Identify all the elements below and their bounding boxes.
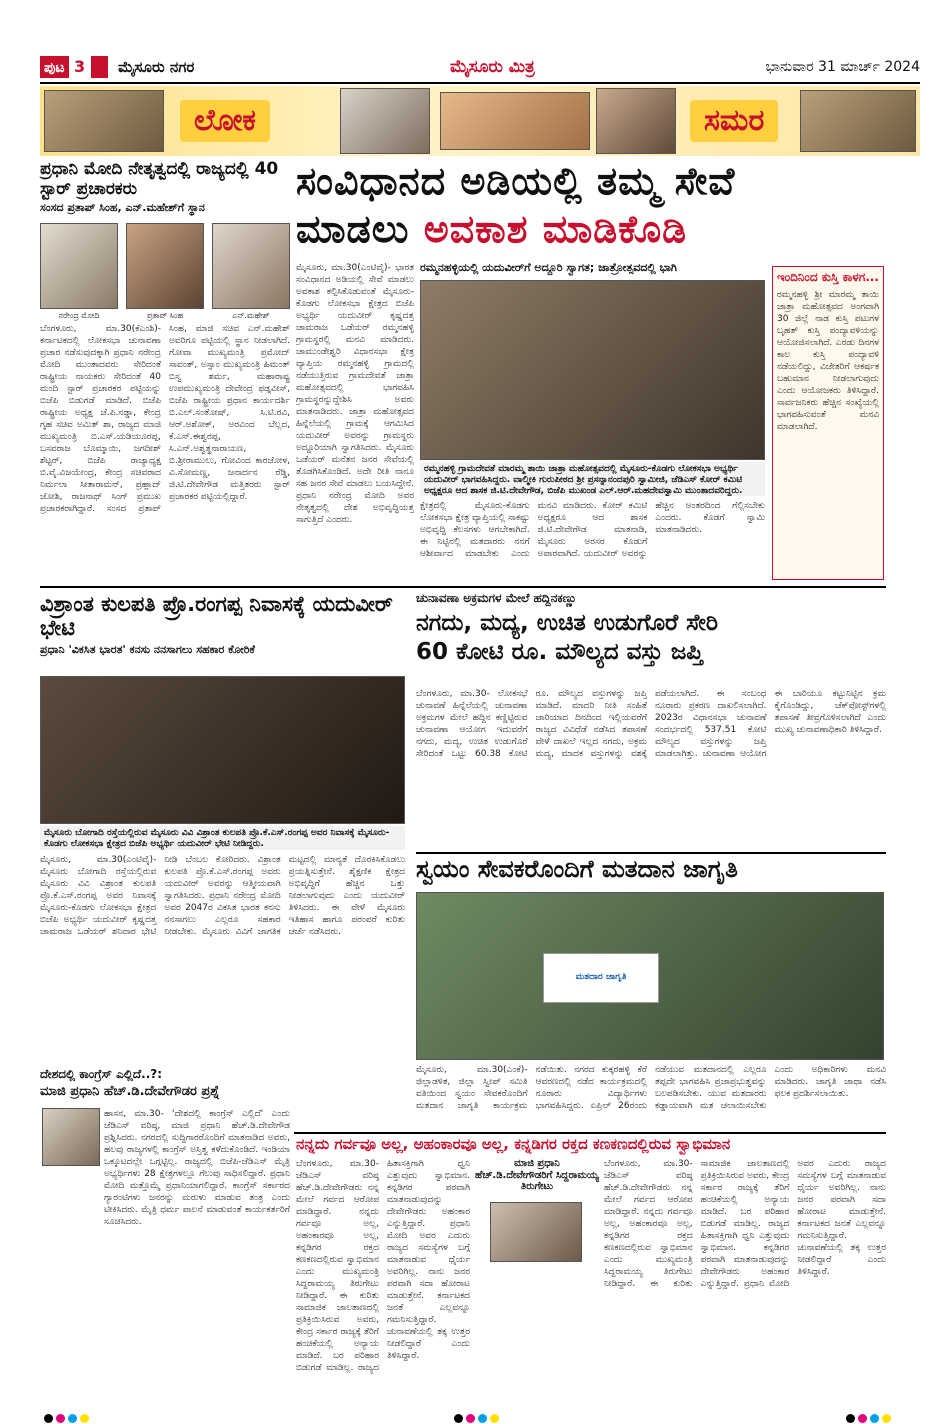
story3-headline-line2: 60 ಕೋಟಿ ರೂ. ಮೌಲ್ಯದ ವಸ್ತು ಜಪ್ತಿ <box>416 639 703 666</box>
story1-body: ಬೆಂಗಳೂರು, ಮಾ.30(ಕೆಎಂಶಿ)- ಕರ್ನಾಟಕದಲ್ಲಿ ಲೋಕಸಭಾ ಚುನಾವಣಾ ಪ್ರಚಾರ ನಡೆಸುವುದಕ್ಕಾಗಿ ಪ್ರಧಾನಿ ನರೇಂದ್ರ ಮೋದಿ ಮುಂತಾದವರು ಸೇರಿದಂತೆ ರಾಷ್ಟ್ರೀಯ ನಾಯಕರು ಸೇರಿದಂತೆ 40 ಮಂದಿ ಸ್ಟಾರ್ ಪ್ರಚಾರಕರ ಪಟ್ಟಿಯನ್ನು ಬಿಜೆಪಿ ಬಿಡುಗಡೆ ಮಾಡಿದೆ. ಬಿಜೆಪಿ ರಾಷ್ಟ್ರೀಯ ಅಧ್ಯಕ್ಷ ಜೆ.ಪಿ.ನಡ್ಡಾ, ಕೇಂದ್ರ ಗೃಹ ಸಚಿವ ಅಮಿತ್ ಶಾ, ರಾಜ್ಯದ ಮಾಜಿ ಮುಖ್ಯಮಂತ್ರಿ ಬಿ.ಎಸ್.ಯಡಿಯೂರಪ್ಪ, ಬಸವರಾಜ ಬೊಮ್ಮಾಯಿ, ಜಗದೀಶ್ ಶೆಟ್ಟರ್, ಬಿಜೆಪಿ ರಾಜ್ಯಾಧ್ಯಕ್ಷ ಬಿ.ವೈ.ವಿಜಯೇಂದ್ರ, ಕೇಂದ್ರ ಸಚಿವರಾದ ನಿರ್ಮಲಾ ಸೀತಾರಾಮನ್, ಪ್ರಹ್ಲಾದ್ ಜೋಶಿ, ರಾಜನಾಥ್ ಸಿಂಗ್ ಪ್ರಮುಖ ಪ್ರಚಾರಕರಾಗಿದ್ದಾರೆ. ಸಂಸದ ಪ್ರತಾಪ್ ಸಿಂಹ, ಮಾಜಿ ಸಚಿವ ಎನ್.ಮಹೇಶ್ ಅವರಿಗೂ ಪಟ್ಟಿಯಲ್ಲಿ ಸ್ಥಾನ ನೀಡಲಾಗಿದೆ. ಗೋವಾ ಮುಖ್ಯಮಂತ್ರಿ ಪ್ರಮೋದ್ ಸಾವಂತ್, ಅಸ್ಸಾಂ ಮುಖ್ಯಮಂತ್ರಿ ಹಿಮಂತ್ ಬಿಸ್ವ ಶರ್ಮ, ಮಹಾರಾಷ್ಟ್ರ ಉಪಮುಖ್ಯಮಂತ್ರಿ ದೇವೇಂದ್ರ ಫಡ್ನವೀಸ್, ಬಿಜೆಪಿ ರಾಷ್ಟ್ರೀಯ ಪ್ರಧಾನ ಕಾರ್ಯದರ್ಶಿ ಬಿ.ಎಲ್.ಸಂತೋಷ್, ಸಿ.ಟಿ.ರವಿ, ಆರ್.ಅಶೋಕ್, ಅರವಿಂದ ಬೆಲ್ಲದ, ಕೆ.ಎಸ್.ಈಶ್ವರಪ್ಪ, ಸಿ.ಎನ್.ಅಶ್ವತ್ಥನಾರಾಯಣ, ಬಿ.ಶ್ರೀರಾಮುಲು, ಗೋವಿಂದ ಕಾರಜೋಳ, ವಿ.ಸೋಮಣ್ಣ, ಜನಾರ್ದನ ರೆಡ್ಡಿ, ಜಿ.ಟಿ.ದೇವೇಗೌಡ ಮತ್ತಿತರರು ಸ್ಟಾರ್ ಪ್ರಚಾರಕರ ಪಟ್ಟಿಯಲ್ಲಿದ್ದಾರೆ. <box>40 323 290 514</box>
story3-body: ಬೆಂಗಳೂರು, ಮಾ.30- ಲೋಕಸಭೆ ಚುನಾವಣೆ ಹಿನ್ನೆಲೆಯಲ್ಲಿ ಚುನಾವಣಾ ಅಕ್ರಮಗಳ ಮೇಲೆ ಹದ್ದಿನ ಕಣ್ಣಿಟ್ಟಿರುವ ಚುನಾವಣಾ ಆಯೋಗ ಇದುವರೆಗೆ ನಗದು, ಮದ್ಯ, ಉಚಿತ ಉಡುಗೊರೆ ಸೇರಿದಂತೆ ಒಟ್ಟು 60.38 ಕೋಟಿ ರೂ. ಮೌಲ್ಯದ ವಸ್ತುಗಳನ್ನು ಜಪ್ತಿ ಮಾಡಿದೆ. ಮಾದರಿ ನೀತಿ ಸಂಹಿತೆ ಜಾರಿಯಾದ ದಿನದಿಂದ ಇಲ್ಲಿಯವರೆಗೆ ರಾಜ್ಯದ ವಿವಿಧೆಡೆ ನಡೆಸಿದ ತಪಾಸಣೆ ವೇಳೆ ದಾಖಲೆ ಇಲ್ಲದ ನಗದು, ಅಕ್ರಮ ಮದ್ಯ, ಮಾದಕ ವಸ್ತುಗಳನ್ನು ವಶಕ್ಕೆ ಪಡೆಯಲಾಗಿದೆ. ಈ ಸಂಬಂಧ ನೂರಾರು ಪ್ರಕರಣ ದಾಖಲಿಸಲಾಗಿದೆ. 2023ರ ವಿಧಾನಸಭಾ ಚುನಾವಣೆ ಸಂದರ್ಭದಲ್ಲಿ 537.51 ಕೋಟಿ ಮೌಲ್ಯದ ವಸ್ತುಗಳನ್ನು ಜಪ್ತಿ ಮಾಡಲಾಗಿತ್ತು. ಚುನಾವಣಾ ಆಯೋಗ ಈ ಬಾರಿಯೂ ಕಟ್ಟುನಿಟ್ಟಿನ ಕ್ರಮ ಕೈಗೊಂಡಿದ್ದು, ಚೆಕ್‌ಪೋಸ್ಟ್‌ಗಳಲ್ಲಿ ತಪಾಸಣೆ ತೀವ್ರಗೊಳಿಸಲಾಗಿದೆ ಎಂದು ಮುಖ್ಯ ಚುನಾವಣಾಧಿಕಾರಿ ತಿಳಿಸಿದ್ದಾರೆ. <box>416 689 886 759</box>
banner-photo-leader-left <box>340 88 430 154</box>
story6-headline: ನನ್ನದು ಗರ್ವವೂ ಅಲ್ಲ, ಅಹಂಕಾರವೂ ಅಲ್ಲ, ಕನ್ನಡಿಗರ ರಕ್ತದ ಕಣಕಣದಲ್ಲಿರುವ ಸ್ವಾಭಿಮಾನ <box>296 1135 731 1153</box>
story5-body: ಹಾಸನ, ಮಾ.30- 'ದೇಶದಲ್ಲಿ ಕಾಂಗ್ರೆಸ್ ಎಲ್ಲಿದೆ' ಎಂದು ಜೆಡಿಎಸ್ ವರಿಷ್ಠ, ಮಾಜಿ ಪ್ರಧಾನಿ ಹೆಚ್.ಡಿ.ದೇವೇಗೌಡ ಪ್ರಶ್ನಿಸಿದರು. ನಗರದಲ್ಲಿ ಸುದ್ದಿಗಾರರೊಂದಿಗೆ ಮಾತನಾಡಿದ ಅವರು, ಹಲವು ರಾಜ್ಯಗಳಲ್ಲಿ ಕಾಂಗ್ರೆಸ್ ಅಸ್ತಿತ್ವ ಕಳೆದುಕೊಂಡಿದೆ. ಇಂಡಿಯಾ ಒಕ್ಕೂಟದಲ್ಲೇ ಒಗ್ಗಟ್ಟಿಲ್ಲ. ರಾಜ್ಯದಲ್ಲಿ ಬಿಜೆಪಿ-ಜೆಡಿಎಸ್ ಮೈತ್ರಿ ಅಭ್ಯರ್ಥಿಗಳು 28 ಕ್ಷೇತ್ರಗಳಲ್ಲೂ ಗೆಲುವು ಸಾಧಿಸಲಿದ್ದಾರೆ. ಪ್ರಧಾನಿ ಮೋದಿ ಮತ್ತೊಮ್ಮೆ ಪ್ರಧಾನಿಯಾಗಲಿದ್ದಾರೆ. ಕಾಂಗ್ರೆಸ್ ಸರ್ಕಾರದ ಗ್ಯಾರಂಟಿಗಳು ಜನರನ್ನು ಮರುಳು ಮಾಡುವ ತಂತ್ರ ಎಂದು ಟೀಕಿಸಿದರು. ಮೈತ್ರಿ ಧರ್ಮ ಪಾಲನೆ ಮಾಡುವಂತೆ ಕಾರ್ಯಕರ್ತರಿಗೆ ಸೂಚಿಸಿದರು. <box>104 1109 290 1227</box>
photo-rammanahalli-event <box>420 280 765 460</box>
registration-marks-center <box>454 1408 502 1418</box>
story2-subhead: ಪ್ರಧಾನಿ 'ವಿಕಸಿತ ಭಾರತ' ಕನಸು ನನಸಾಗಲು ಸಹಕಾರ ಕೋರಿಕೆ <box>40 643 255 657</box>
wrestling-headline: ಇಂದಿನಿಂದ ಕುಸ್ತಿ ಕಾಳಗ... <box>777 270 879 284</box>
photo-pratap-simha <box>126 223 204 309</box>
caption-pratap-simha: ಪ್ರತಾಪ್ ಸಿಂಹ <box>146 310 184 320</box>
lead-headline-line1: ಸಂವಿಧಾನದ ಅಡಿಯಲ್ಲಿ ತಮ್ಮ ಸೇವೆ <box>296 159 736 203</box>
story-star-campaigners <box>40 160 290 580</box>
story2-photo-caption: ಮೈಸೂರು ಬೋಗಾದಿ ರಸ್ತೆಯಲ್ಲಿರುವ ಮೈಸೂರು ವಿವಿ ವಿಶ್ರಾಂತ ಕುಲಪತಿ ಪ್ರೊ.ಕೆ.ಎಸ್.ರಂಗಪ್ಪ ಅವರ ನಿವಾಸಕ್ಕೆ ಮೈಸೂರು-ಕೊಡಗು ಲೋಕಸಭಾ ಕ್ಷೇತ್ರದ ಬಿಜೆಪಿ ಅಭ್ಯರ್ಥಿ ಯದುವೀರ್ ಭೇಟಿ ನೀಡಿದ್ದರು. <box>40 826 405 850</box>
masthead: ಮೈಸೂರು ಮಿತ್ರ <box>450 57 535 77</box>
story1-subhead: ಸಂಸದ ಪ್ರತಾಪ್ ಸಿಂಹ, ಎನ್.ಮಹೇಶ್‌ಗೆ ಸ್ಥಾನ <box>40 201 205 215</box>
banner-photo-voters-right <box>800 90 916 152</box>
issue-date: ಭಾನುವಾರ 31 ಮಾರ್ಚ್ 2024 <box>765 59 920 75</box>
story6-side <box>474 1158 600 1193</box>
photo-rangappa-residence <box>40 676 405 824</box>
story2-body: ಮೈಸೂರು, ಮಾ.30(ಎಂಟಿವೈ)- ಮೈಸೂರು ಬೋಗಾದಿ ರಸ್ತೆಯಲ್ಲಿರುವ ಮೈಸೂರು ವಿವಿ ವಿಶ್ರಾಂತ ಕುಲಪತಿ ಪ್ರೊ.ಕೆ.ಎಸ್.ರಂಗಪ್ಪ ಅವರ ನಿವಾಸಕ್ಕೆ ಮೈಸೂರು-ಕೊಡಗು ಲೋಕಸಭಾ ಕ್ಷೇತ್ರದ ಬಿಜೆಪಿ ಅಭ್ಯರ್ಥಿ ಯದುವೀರ್ ಕೃಷ್ಣದತ್ತ ಚಾಮರಾಜ ಒಡೆಯರ್ ಶನಿವಾರ ಭೇಟಿ ನೀಡಿ ಬೆಂಬಲ ಕೋರಿದರು. ವಿಶ್ರಾಂತ ಕುಲಪತಿ ಪ್ರೊ.ಕೆ.ಎಸ್.ರಂಗಪ್ಪ ಅವರು ಯದುವೀರ್ ಅವರನ್ನು ಆತ್ಮೀಯವಾಗಿ ಸ್ವಾಗತಿಸಿದರು. ಪ್ರಧಾನಿ ನರೇಂದ್ರ ಮೋದಿ ಅವರ 2047ರ ವಿಕಸಿತ ಭಾರತ ಕನಸು ನನಸಾಗಲು ಎಲ್ಲರೂ ಸಹಕಾರ ನೀಡಬೇಕು. ಮೈಸೂರು ವಿವಿಗೆ ಜಾಗತಿಕ ಮಟ್ಟದಲ್ಲಿ ಮಾನ್ಯತೆ ದೊರಕಿಸಿಕೊಡಲು ಪ್ರಯತ್ನಿಸುತ್ತೇನೆ. ಶೈಕ್ಷಣಿಕ ಕ್ಷೇತ್ರದ ಅಭಿವೃದ್ಧಿಗೆ ಹೆಚ್ಚಿನ ಒತ್ತು ನೀಡಲಾಗುವುದು ಎಂದು ಯದುವೀರ್ ತಿಳಿಸಿದರು. ಈ ವೇಳೆ ಮೈಸೂರು ಇತಿಹಾಸ ಹಾಗೂ ಪರಂಪರೆ ಕುರಿತು ಚರ್ಚೆ ನಡೆಸಿದರು. <box>40 855 405 937</box>
caption-n-mahesh: ಎನ್.ಮಹೇಶ್ <box>232 310 270 320</box>
page-header <box>40 52 920 84</box>
story6-body: ಬೆಂಗಳೂರು, ಮಾ.30- ಜೆಡಿಎಸ್ ವರಿಷ್ಠ ಹೆಚ್.ಡಿ.ದೇವೇಗೌಡರು ನನ್ನ ಮೇಲೆ ಗರ್ವದ ಆರೋಪ ಮಾಡಿದ್ದಾರೆ. ನನ್ನದು ಗರ್ವವೂ ಅಲ್ಲ, ಅಹಂಕಾರವೂ ಅಲ್ಲ, ಕನ್ನಡಿಗರ ರಕ್ತದ ಕಣಕಣದಲ್ಲಿರುವ ಸ್ವಾಭಿಮಾನ ಎಂದು ಮುಖ್ಯಮಂತ್ರಿ ಸಿದ್ದರಾಮಯ್ಯ ತಿರುಗೇಟು ನೀಡಿದ್ದಾರೆ. ಈ ಕುರಿತು ಸಾಮಾಜಿಕ ಜಾಲತಾಣದಲ್ಲಿ ಪ್ರತಿಕ್ರಿಯಿಸಿರುವ ಅವರು, ಕೇಂದ್ರ ಸರ್ಕಾರ ರಾಜ್ಯಕ್ಕೆ ತೆರಿಗೆ ಹಂಚಿಕೆಯಲ್ಲಿ ಅನ್ಯಾಯ ಮಾಡಿದೆ. ಬರ ಪರಿಹಾರ ಬಿಡುಗಡೆ ಮಾಡಿಲ್ಲ. ರಾಜ್ಯದ ಹಿತಾಸಕ್ತಿಗಾಗಿ ಧ್ವನಿ ಎತ್ತುವುದು ಸ್ವಾಭಿಮಾನ. ಕನ್ನಡಿಗರ ಪರವಾಗಿ ಮಾತನಾಡುವುದನ್ನು ದೇವೇಗೌಡರು ಅಹಂಕಾರ ಎನ್ನುತ್ತಿದ್ದಾರೆ. ಪ್ರಧಾನಿ ಮೋದಿ ಅವರ ಎದುರು ರಾಜ್ಯದ ಸಮಸ್ಯೆಗಳ ಬಗ್ಗೆ ಮಾತನಾಡುವ ಧೈರ್ಯ ಅವರಿಗಿಲ್ಲ. ನಾನು ಜನರ ಪರವಾಗಿ ಸದಾ ಹೋರಾಟ ಮಾಡುತ್ತೇನೆ. ಕರ್ನಾಟಕದ ಜನತೆ ಎಲ್ಲವನ್ನೂ ಗಮನಿಸುತ್ತಿದ್ದಾರೆ. ಚುನಾವಣೆಯಲ್ಲಿ ತಕ್ಕ ಉತ್ತರ ನೀಡಲಿದ್ದಾರೆ ಎಂದು ತಿಳಿಸಿದ್ದಾರೆ. <box>296 1159 470 1373</box>
story5-headline: ಮಾಜಿ ಪ್ರಧಾನಿ ಹೆಚ್.ಡಿ.ದೇವೇಗೌಡರ ಪ್ರಶ್ನೆ <box>40 1083 220 1099</box>
story6-side-kicker: ಮಾಜಿ ಪ್ರಧಾನಿ ಹೆಚ್.ಡಿ.ದೇವೇಗೌಡರಿಗೆ ಸಿದ್ದರಾಮಯ್ಯ ತಿರುಗೇಟು <box>475 1158 599 1192</box>
registration-marks-left <box>44 1408 92 1418</box>
lead-photo-caption: ರಮ್ಮನಹಳ್ಳಿ ಗ್ರಾಮದೇವತೆ ಮಾರಮ್ಮ ತಾಯಿ ಜಾತ್ರಾ ಮಹೋತ್ಸವದಲ್ಲಿ ಮೈಸೂರು-ಕೊಡಗು ಲೋಕಸಭಾ ಅಭ್ಯರ್ಥಿ ಯದುವೀರ್ ಭಾಗವಹಿಸಿದ್ದರು. ವಾಲ್ಮೀಕಿ ಗುರುಪೀಠದ ಶ್ರೀ ಪ್ರಸನ್ನಾನಂದಪುರಿ ಸ್ವಾಮೀಜಿ, ಜೆಡಿಎಸ್ ಕೋರ್ ಕಮಿಟಿ ಅಧ್ಯಕ್ಷರೂ ಆದ ಶಾಸಕ ಜಿ.ಟಿ.ದೇವೇಗೌಡ, ಬಿಜೆಪಿ ಮುಖಂಡ ಎಲ್.ಆರ್.ಮಹದೇವಸ್ವಾಮಿ ಮುಂತಾದವರಿದ್ದರು. <box>420 462 765 496</box>
banner-photo-parliament <box>440 92 590 150</box>
caption-modi: ನರೇಂದ್ರ ಮೋದಿ <box>58 310 100 320</box>
story5-kicker: ದೇಶದಲ್ಲಿ ಕಾಂಗ್ರೆಸ್ ಎಲ್ಲಿದೆ..?: <box>40 1067 163 1081</box>
photo-modi <box>40 223 118 309</box>
story3-kicker: ಚುನಾವಣಾ ಅಕ್ರಮಗಳ ಮೇಲೆ ಹದ್ದಿನಕಣ್ಣು <box>416 591 577 605</box>
story6-body-continued: ಬೆಂಗಳೂರು, ಮಾ.30- ಜೆಡಿಎಸ್ ವರಿಷ್ಠ ಹೆಚ್.ಡಿ.ದೇವೇಗೌಡರು ನನ್ನ ಮೇಲೆ ಗರ್ವದ ಆರೋಪ ಮಾಡಿದ್ದಾರೆ. ನನ್ನದು ಗರ್ವವೂ ಅಲ್ಲ, ಅಹಂಕಾರವೂ ಅಲ್ಲ, ಕನ್ನಡಿಗರ ರಕ್ತದ ಕಣಕಣದಲ್ಲಿರುವ ಸ್ವಾಭಿಮಾನ ಎಂದು ಮುಖ್ಯಮಂತ್ರಿ ಸಿದ್ದರಾಮಯ್ಯ ತಿರುಗೇಟು ನೀಡಿದ್ದಾರೆ. ಈ ಕುರಿತು ಸಾಮಾಜಿಕ ಜಾಲತಾಣದಲ್ಲಿ ಪ್ರತಿಕ್ರಿಯಿಸಿರುವ ಅವರು, ಕೇಂದ್ರ ಸರ್ಕಾರ ರಾಜ್ಯಕ್ಕೆ ತೆರಿಗೆ ಹಂಚಿಕೆಯಲ್ಲಿ ಅನ್ಯಾಯ ಮಾಡಿದೆ. ಬರ ಪರಿಹಾರ ಬಿಡುಗಡೆ ಮಾಡಿಲ್ಲ. ರಾಜ್ಯದ ಹಿತಾಸಕ್ತಿಗಾಗಿ ಧ್ವನಿ ಎತ್ತುವುದು ಸ್ವಾಭಿಮಾನ. ಕನ್ನಡಿಗರ ಪರವಾಗಿ ಮಾತನಾಡುವುದನ್ನು ದೇವೇಗೌಡರು ಅಹಂಕಾರ ಎನ್ನುತ್ತಿದ್ದಾರೆ. ಪ್ರಧಾನಿ ಮೋದಿ ಅವರ ಎದುರು ರಾಜ್ಯದ ಸಮಸ್ಯೆಗಳ ಬಗ್ಗೆ ಮಾತನಾಡುವ ಧೈರ್ಯ ಅವರಿಗಿಲ್ಲ. ನಾನು ಜನರ ಪರವಾಗಿ ಸದಾ ಹೋರಾಟ ಮಾಡುತ್ತೇನೆ. ಕರ್ನಾಟಕದ ಜನತೆ ಎಲ್ಲವನ್ನೂ ಗಮನಿಸುತ್ತಿದ್ದಾರೆ. ಚುನಾವಣೆಯಲ್ಲಿ ತಕ್ಕ ಉತ್ತರ ನೀಡಲಿದ್ದಾರೆ ಎಂದು ತಿಳಿಸಿದ್ದಾರೆ. <box>604 1159 886 1289</box>
lead-body-left: ಮೈಸೂರು, ಮಾ.30(ಎಂಟಿವೈ)- ಭಾರತ ಸಂವಿಧಾನದ ಅಡಿಯಲ್ಲಿ ಸೇವೆ ಮಾಡಲು ಅವಕಾಶ ಕಲ್ಪಿಸಿಕೊಡುವಂತೆ ಮೈಸೂರು-ಕೊಡಗು ಲೋಕಸಭಾ ಕ್ಷೇತ್ರದ ಬಿಜೆಪಿ ಅಭ್ಯರ್ಥಿ ಯದುವೀರ್ ಕೃಷ್ಣದತ್ತ ಚಾಮರಾಜ ಒಡೆಯರ್ ರಮ್ಮನಹಳ್ಳಿ ಗ್ರಾಮಸ್ಥರಲ್ಲಿ ಮನವಿ ಮಾಡಿದರು. ಚಾಮುಂಡೇಶ್ವರಿ ವಿಧಾನಸಭಾ ಕ್ಷೇತ್ರ ವ್ಯಾಪ್ತಿಯ ರಮ್ಮನಹಳ್ಳಿ ಗ್ರಾಮದಲ್ಲಿ ನಡೆಯುತ್ತಿರುವ ಗ್ರಾಮದೇವತೆ ಜಾತ್ರಾ ಮಹೋತ್ಸವದಲ್ಲಿ ಭಾಗವಹಿಸಿ ಗ್ರಾಮಸ್ಥರನ್ನುದ್ದೇಶಿಸಿ ಅವರು ಮಾತನಾಡಿದರು. ಜಾತ್ರಾ ಮಹೋತ್ಸವದ ಹಿನ್ನೆಲೆಯಲ್ಲಿ ಗ್ರಾಮಕ್ಕೆ ಆಗಮಿಸಿದ ಯದುವೀರ್ ಅವರನ್ನು ಗ್ರಾಮಸ್ಥರು ಅದ್ದೂರಿಯಾಗಿ ಸ್ವಾಗತಿಸಿದರು. ಮೈಸೂರು ಒಡೆಯರ್ ಮನೆತನ ಜನರ ಸೇವೆಯಲ್ಲಿ ತೊಡಗಿಸಿಕೊಂಡಿದೆ. ಅದೇ ರೀತಿ ನಾನೂ ಸಹ ಜನರ ಸೇವೆ ಮಾಡಲು ಬಯಸಿದ್ದೇನೆ. ಪ್ರಧಾನಿ ನರೇಂದ್ರ ಮೋದಿ ಅವರ ನೇತೃತ್ವದಲ್ಲಿ ದೇಶ ಅಭಿವೃದ್ಧಿಯತ್ತ ಸಾಗುತ್ತಿದೆ ಎಂದರು. <box>296 263 414 525</box>
lead-headline-line2-black: ಮಾಡಲು <box>296 206 410 251</box>
banner-word-left: ಲೋಕ <box>180 100 270 142</box>
lead-kicker: ರಮ್ಮನಹಳ್ಳಿಯಲ್ಲಿ ಯದುವೀರ್‌ಗೆ ಅದ್ದೂರಿ ಸ್ವಾಗತ; ಜಾತ್ರೋತ್ಸವದಲ್ಲಿ ಭಾಗಿ <box>420 261 677 274</box>
banner-photo-leader-right <box>596 88 676 154</box>
story1-headline: ಪ್ರಧಾನಿ ಮೋದಿ ನೇತೃತ್ವದಲ್ಲಿ ರಾಜ್ಯದಲ್ಲಿ 40 ಸ್ಟಾರ್ ಪ್ರಚಾರಕರು <box>40 159 279 199</box>
lead-story <box>296 160 886 251</box>
story-devegowda-question <box>40 1068 290 1100</box>
divider-rule <box>40 586 886 588</box>
section-name: ಮೈಸೂರು ನಗರ <box>118 58 195 76</box>
page-number-badge: ಪುಟ 3 <box>40 56 108 78</box>
divider-rule <box>416 852 886 854</box>
banner-word-right: ಸಮರ <box>690 100 778 142</box>
story3-headline-line1: ನಗದು, ಮದ್ಯ, ಉಚಿತ ಉಡುಗೊರೆ ಸೇರಿ <box>416 609 719 636</box>
lead-headline-line2-red: ಅವಕಾಶ ಮಾಡಿಕೊಡಿ <box>423 206 688 251</box>
wrestling-box <box>772 266 884 580</box>
wrestling-body: ರಮ್ಮನಹಳ್ಳಿ ಶ್ರೀ ಮಾರಮ್ಮ ತಾಯಿ ಜಾತ್ರಾ ಮಹೋತ್ಸವದ ಅಂಗವಾಗಿ 30 ಜಿಲ್ಲೆ ನಾಡ ಕುಸ್ತಿ ಪಟುಗಳ ಬೃಹತ್ ಕುಸ್ತಿ ಪಂದ್ಯಾವಳಿಯನ್ನು ಆಯೋಜಿಸಲಾಗಿದೆ. ಎರಡು ದಿನಗಳ ಕಾಲ ಕುಸ್ತಿ ಪಂದ್ಯಾವಳಿ ನಡೆಯಲಿದ್ದು, ವಿಜೇತರಿಗೆ ಆಕರ್ಷಕ ಬಹುಮಾನ ನೀಡಲಾಗುವುದು ಎಂದು ಆಯೋಜಕರು ತಿಳಿಸಿದ್ದಾರೆ. ಸಾರ್ವಜನಿಕರು ಹೆಚ್ಚಿನ ಸಂಖ್ಯೆಯಲ್ಲಿ ಭಾಗವಹಿಸುವಂತೆ ಮನವಿ ಮಾಡಲಾಗಿದೆ. <box>777 289 879 432</box>
story-rangappa-visit <box>40 592 410 657</box>
registration-marks-right <box>846 1408 894 1418</box>
story4-headline: ಸ್ವಯಂ ಸೇವಕರೊಂದಿಗೆ ಮತದಾನ ಜಾಗೃತಿ <box>416 855 738 883</box>
photo-devegowda <box>42 1108 100 1166</box>
photo-siddaramaiah <box>490 1202 582 1262</box>
divider-rule <box>294 1132 886 1134</box>
story-election-seizure <box>416 592 886 666</box>
awareness-banner: ಮತದಾರ ಜಾಗೃತಿ <box>543 953 659 1003</box>
photo-voter-awareness-volunteers <box>416 892 884 1060</box>
photo-n-mahesh <box>212 223 290 309</box>
story4-body: ಮೈಸೂರು, ಮಾ.30(ಎಂಕೆ)- ಜಿಲ್ಲಾಡಳಿತ, ಜಿಲ್ಲಾ ಸ್ವೀಪ್ ಸಮಿತಿ ವತಿಯಿಂದ ಸ್ವಯಂ ಸೇವಕರೊಂದಿಗೆ ಮತದಾನ ಜಾಗೃತಿ ಕಾರ್ಯಕ್ರಮ ನಡೆಯಿತು. ನಗರದ ಕುಕ್ಕರಹಳ್ಳಿ ಕೆರೆ ಆವರಣದಲ್ಲಿ ನಡೆದ ಕಾರ್ಯಕ್ರಮದಲ್ಲಿ ನೂರಾರು ವಿದ್ಯಾರ್ಥಿಗಳು ಭಾಗವಹಿಸಿದ್ದರು. ಏಪ್ರಿಲ್ 26ರಂದು ನಡೆಯುವ ಮತದಾನದಲ್ಲಿ ಎಲ್ಲರೂ ತಪ್ಪದೇ ಭಾಗವಹಿಸಿ ಪ್ರಜಾಪ್ರಭುತ್ವವನ್ನು ಬಲಪಡಿಸಬೇಕು. ಯುವ ಮತದಾರರು ಕಡ್ಡಾಯವಾಗಿ ಮತ ಚಲಾಯಿಸಬೇಕು ಎಂದು ಅಧಿಕಾರಿಗಳು ಮನವಿ ಮಾಡಿದರು. ಜಾಗೃತಿ ಜಾಥಾ ನಡೆಸಿ ಫಲಕ ಪ್ರದರ್ಶಿಸಲಾಯಿತು. <box>416 1065 886 1111</box>
lead-body-bottom: ಕ್ಷೇತ್ರದಲ್ಲಿ ಮೈಸೂರು-ಕೊಡಗು ಲೋಕಸಭಾ ಕ್ಷೇತ್ರ ವ್ಯಾಪ್ತಿಯಲ್ಲಿ ಸಾಕಷ್ಟು ಅಭಿವೃದ್ಧಿ ಕೆಲಸಗಳು ಆಗಬೇಕಾಗಿದೆ. ಈ ನಿಟ್ಟಿನಲ್ಲಿ ಮತದಾರರು ನನಗೆ ಆಶೀರ್ವಾದ ಮಾಡಬೇಕು ಎಂದು ಮನವಿ ಮಾಡಿದರು. ಕೋರ್ ಕಮಿಟಿ ಅಧ್ಯಕ್ಷರೂ ಆದ ಶಾಸಕ ಜಿ.ಟಿ.ದೇವೇಗೌಡ ಮಾತನಾಡಿ, ಮೈಸೂರು ಅರಸರ ಕೊಡುಗೆ ಅಪಾರವಾಗಿದೆ. ಯದುವೀರ್ ಅವರನ್ನು ಹೆಚ್ಚಿನ ಅಂತರದಿಂದ ಗೆಲ್ಲಿಸಬೇಕು ಎಂದರು. ಕೊಡಗೆ ಸ್ವಾಮಿ ಮಾತನಾಡಿದರು. <box>420 501 765 559</box>
lok-samar-banner <box>40 86 920 156</box>
story2-headline: ವಿಶ್ರಾಂತ ಕುಲಪತಿ ಪ್ರೊ.ರಂಗಪ್ಪ ನಿವಾಸಕ್ಕೆ ಯದುವೀರ್ ಭೇಟಿ <box>40 592 393 641</box>
banner-photo-voters-left <box>44 90 164 152</box>
